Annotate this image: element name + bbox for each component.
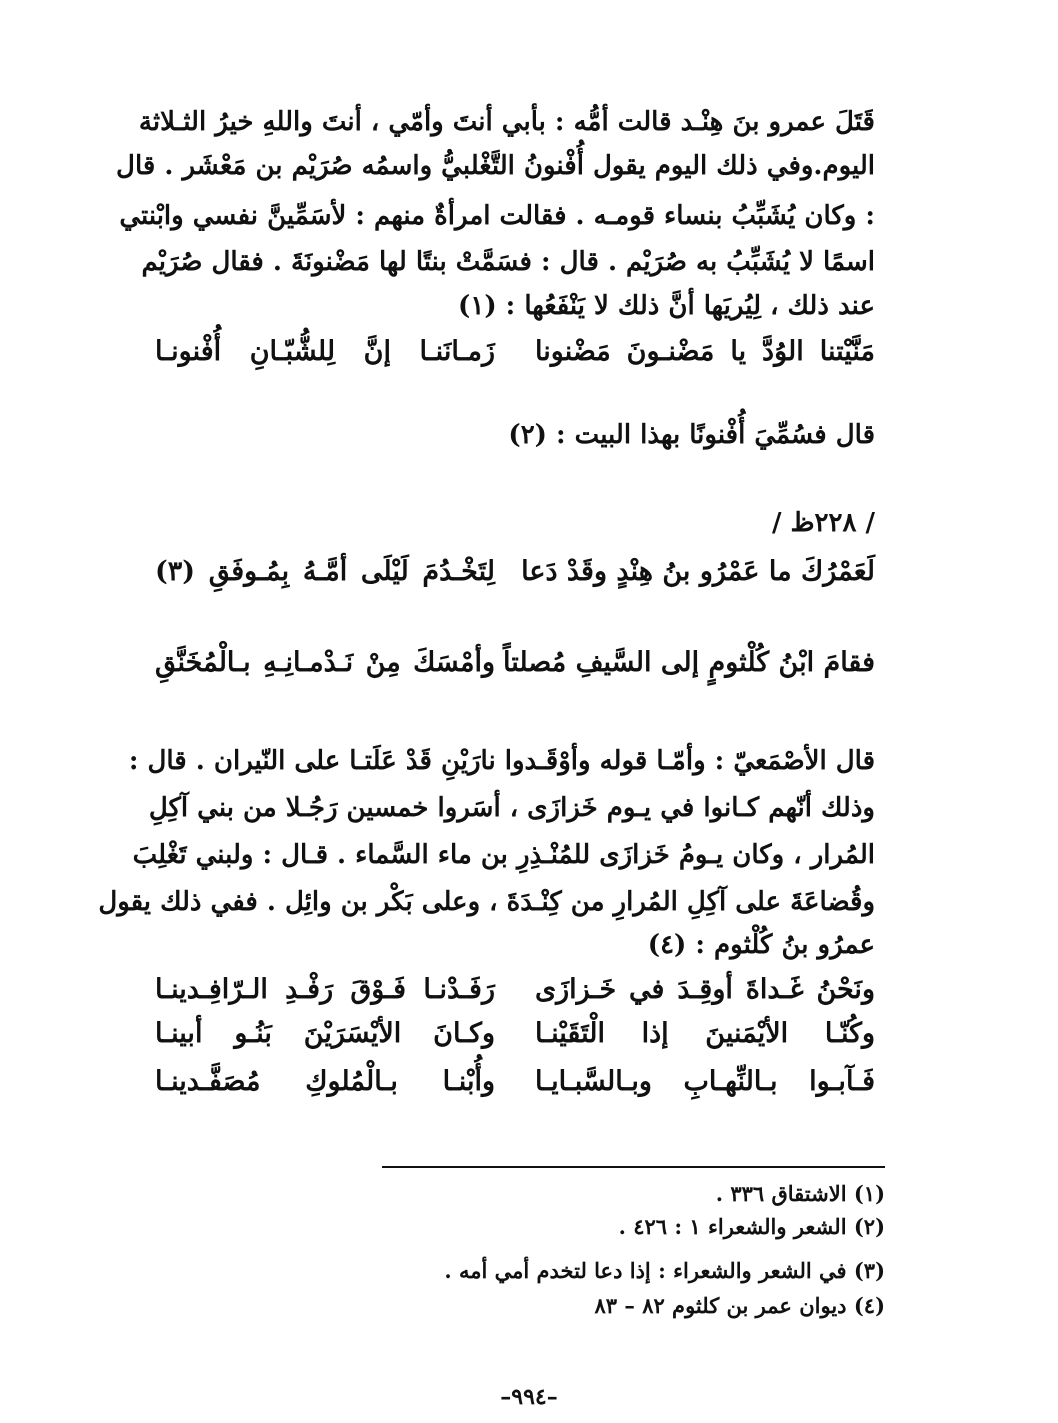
verse-4-3-first-hemistich: فَـآبـوا بـالنِّهـابِ وبـالسَّبـايـا bbox=[535, 1066, 875, 1097]
paragraph-1-line-3: : وكان يُشَبِّبُ بنساء قومـه . فقالت امرأةٌ منهم : لأسَمِّينَّ نفسي وابْنتي bbox=[119, 201, 875, 231]
verse-3-first-hemistich: فقامَ ابْنُ كُلْثومٍ إلى السَّيفِ مُصلتاً bbox=[502, 647, 875, 678]
footnote-3: (٣) في الشعر والشعراء : إذا دعا لتخدم أمي أمه . bbox=[444, 1258, 885, 1283]
verse-4-3-second-hemistich: وأُبْنـا بـالْمُلوكِ مُصَفَّـدينـا bbox=[155, 1066, 495, 1097]
paragraph-3-line-5: عمرُو بنُ كُلْثوم : (٤) bbox=[647, 930, 875, 960]
page-number: –٩٩٤– bbox=[500, 1384, 558, 1410]
paragraph-2-line: قال فسُمِّيَ أُفْنونًا بهذا البيت : (٢) bbox=[508, 420, 875, 450]
verse-3-second-hemistich: وأمْسَكَ مِنْ نَـدْمـانِـهِ بـالْمُخَنَّقِ bbox=[155, 647, 495, 678]
verse-1-first-hemistich: مَنَّيْتنا الوُدَّ يا مَضْنـونَ مَضْنونا bbox=[535, 336, 875, 367]
verse-3 bbox=[155, 647, 875, 687]
verse-2-second-hemistich: لِتَخْـدُمَ لَيْلَى أمَّـهُ بِمُـوفَقِ (٣) bbox=[155, 556, 495, 587]
footnote-2: (٢) الشعر والشعراء ١ : ٤٢٦ . bbox=[618, 1214, 885, 1239]
footnote-divider bbox=[382, 1166, 885, 1168]
verse-2 bbox=[155, 556, 875, 596]
verse-4-1-first-hemistich: ونَحْنُ غَـداةَ أوقِـدَ في خَـزازَى bbox=[535, 974, 875, 1005]
verse-4-2-second-hemistich: وكـانَ الأيْسَرَيْنَ بَنُـو أبينـا bbox=[155, 1018, 495, 1049]
paragraph-1-line-5: عند ذلك ، لِيُريَها أنَّ ذلك لا يَنْفَعُها : (١) bbox=[458, 291, 875, 321]
paragraph-1-line-2: اليوم.وفي ذلك اليوم يقول أُفْنونُ التَّغْلبيُّ واسمُه صُرَيْم بن مَعْشَر . قال bbox=[116, 151, 875, 181]
verse-1 bbox=[155, 336, 875, 376]
folio-marker: / ٢٢٨ظ / bbox=[771, 508, 875, 538]
paragraph-3-line-4: وقُضاعَةَ على آكِلِ المُرارِ من كِنْـدَةَ ، وعلى بَكْر بن وائِل . ففي ذلك يقول bbox=[98, 887, 875, 917]
verse-4-couplet-2 bbox=[155, 1018, 875, 1058]
verse-4-1-second-hemistich: رَفَـدْنـا فَـوْقَ رَفْـدِ الـرّافِـدينـا bbox=[155, 974, 495, 1005]
paragraph-3-line-2: وذلك أنّهم كـانوا في يـوم خَزازَى ، أسَروا خمسين رَجُـلا من بني آكِلِ bbox=[148, 793, 875, 823]
verse-4-couplet-1 bbox=[155, 974, 875, 1014]
paragraph-3-line-1: قال الأصْمَعيّ : وأمّـا قوله وأوْقَـدوا نارَيْنِ قَدْ عَلَتـا على النّيران . قال : bbox=[128, 746, 875, 776]
verse-4-couplet-3 bbox=[155, 1066, 875, 1106]
verse-4-2-first-hemistich: وكُنّـا الأيْمَنينَ إذا الْتَقَيْنـا bbox=[535, 1018, 875, 1049]
paragraph-1-line-4: اسمًا لا يُشَبِّبُ به صُرَيْم . قال : فسَمَّتْ بنتًا لها مَضْنونَةَ . فقال صُرَيْم bbox=[141, 247, 875, 277]
footnote-1: (١) الاشتقاق ٣٣٦ . bbox=[715, 1181, 885, 1206]
paragraph-1-line-1: قَتَلَ عمرو بنَ هِنْـد قالت أمُّه : بأبي أنتَ وأمّي ، أنتَ واللهِ خيرُ الثـلاثة bbox=[138, 107, 875, 137]
paragraph-3-line-3: المُرار ، وكان يـومُ خَزازَى للمُنْـذِرِ بن ماء السَّماء . قـال : ولبني تَغْلِبَ bbox=[132, 840, 875, 870]
verse-2-first-hemistich: لَعَمْرُكَ ما عَمْرُو بنُ هِنْدٍ وقَدْ دَعا bbox=[521, 556, 875, 587]
verse-1-second-hemistich: زَمـانَنـا إنَّ لِلشُّبّـانِ أُفْنونـا bbox=[155, 336, 495, 367]
footnote-4: (٤) ديوان عمر بن كلثوم ٨٢ – ٨٣ bbox=[594, 1293, 885, 1318]
